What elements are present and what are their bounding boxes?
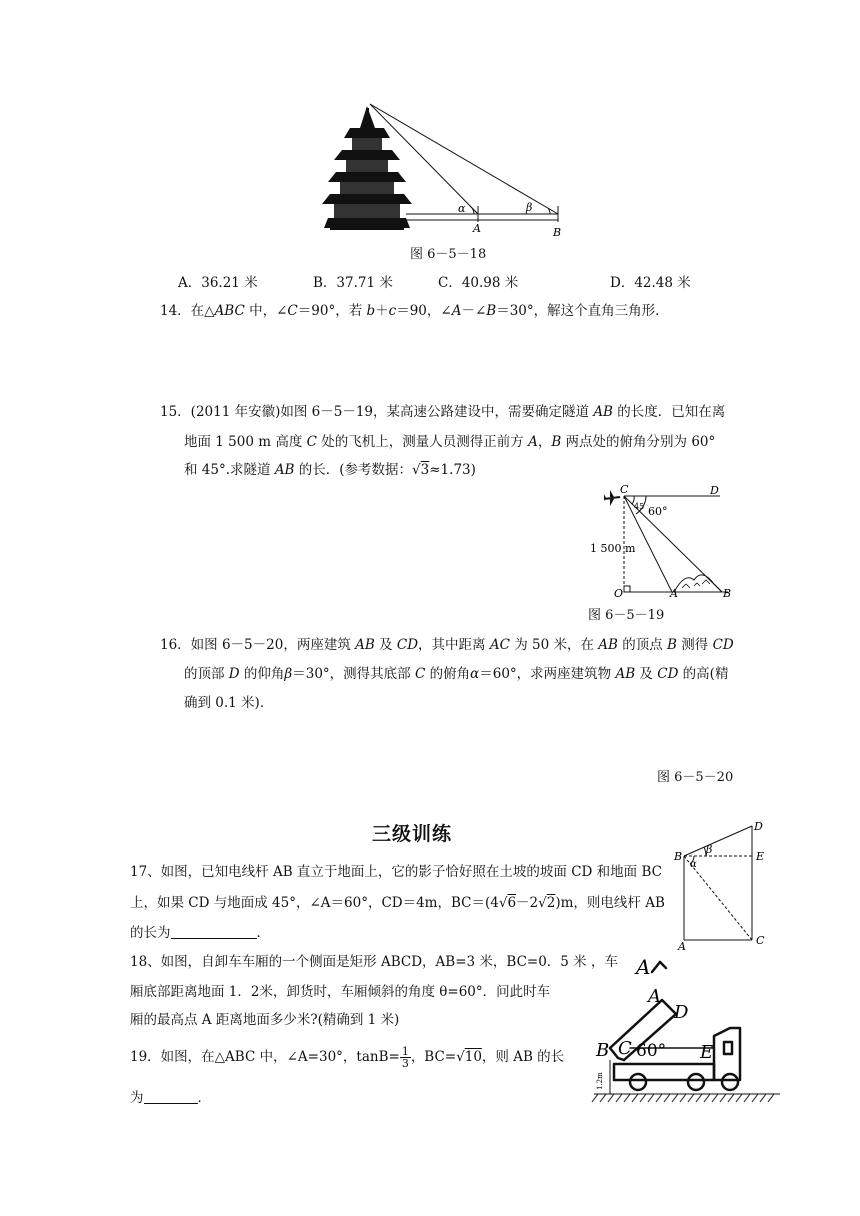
fig19-caption: 图 6－5－19 (588, 608, 665, 623)
section-title: 三级训练 (372, 823, 453, 845)
truck-label-A: A (648, 986, 661, 1007)
mountain-icon (674, 575, 722, 592)
q19-answer-blank[interactable] (144, 1089, 198, 1104)
figure-truck (590, 948, 785, 1116)
pagoda-image (322, 106, 412, 230)
fig18-label-B: B (553, 226, 562, 239)
q16-line-2: 的顶部 D 的仰角β＝30°，测得其底部 C 的俯角α＝60°，求两座建筑物 AB 及 CD 的高(精 (184, 666, 729, 682)
q17-line-1: 17、如图，已知电线杆 AB 直立于地面上，它的影子恰好照在土坡的坡面 CD 和地面 BC (130, 864, 662, 880)
fig18-label-alpha: α (458, 202, 466, 215)
q16-line-3: 确到 0.1 米)． (184, 695, 274, 711)
q13-option-b: B．37.71 米 (313, 275, 393, 291)
fig19-label-A: A (670, 587, 678, 600)
q15-line-1: 15．(2011 年安徽)如图 6－5－19，某高速公路建设中，需要确定隧道 AB 的长度．已知在离 (160, 404, 726, 420)
q18-line-2: 厢底部距离地面 1．2米，卸货时，车厢倾斜的角度 θ=60°．问此时车 (130, 984, 551, 1000)
fig20-label-alpha: α (690, 859, 697, 870)
q17-line-3: 的长为 ． (130, 925, 270, 941)
truck-label-B: B (596, 1040, 610, 1061)
fig20-caption: 图 6－5－20 (657, 770, 734, 785)
truck-label-60: 60° (636, 1041, 667, 1061)
q13-option-a: A．36.21 米 (178, 275, 258, 291)
fig20-label-B: B (674, 850, 683, 863)
truck-label-height: 1.2m (596, 1072, 604, 1090)
fig20-label-beta: β (706, 843, 713, 856)
q18-line-3: 厢的最高点 A 距离地面多少米?(精确到 1 米) (130, 1012, 400, 1028)
plane-icon (604, 490, 620, 506)
q14-text: 14．在△ABC 中，∠C＝90°，若 b＋c＝90，∠A－∠B＝30°，解这个直角三角形． (160, 303, 669, 319)
truck-label-E: E (700, 1042, 714, 1063)
truck-label-D: D (674, 1002, 689, 1023)
q17-line-2: 上，如果 CD 与地面成 45°，∠A＝60°，CD＝4m，BC＝(4√6－2√2)m，则电线杆 AB (130, 895, 665, 911)
figure-pagoda (320, 98, 570, 240)
fig19-label-60: 60° (648, 505, 668, 518)
q16-line-1: 16．如图 6－5－20，两座建筑 AB 及 CD，其中距离 AC 为 50 米，在 AB 的顶点 B 测得 CD (160, 637, 734, 653)
truck-label-C: C (618, 1038, 632, 1059)
q18-line-1: 18、如图，自卸车车厢的一个侧面是矩形 ABCD，AB=3 米，BC=0．5 米 ，车 (130, 954, 618, 970)
figure-tunnel (590, 484, 740, 604)
tanb-fraction: $\frac{1}{3}$ (401, 1045, 409, 1070)
fig18-label-A: A (473, 222, 481, 235)
fig19-label-O: O (614, 587, 624, 600)
fig19-label-45: 45 (634, 502, 645, 511)
fig18-caption: 图 6－5－18 (410, 247, 487, 262)
figure-buildings (666, 816, 776, 954)
q15-line-2: 地面 1 500 m 高度 C 处的飞机上，测量人员测得正前方 A，B 两点处的俯角分别为 60° (184, 434, 716, 450)
fig19-label-height: 1 500 m (590, 542, 636, 555)
fig19-label-B: B (723, 587, 732, 600)
q13-option-c: C．40.98 米 (438, 275, 519, 291)
fig19-label-C: C (620, 484, 629, 496)
fig19-label-D: D (710, 484, 719, 497)
fig20-label-C: C (756, 934, 765, 947)
fig20-label-A: A (678, 940, 686, 953)
truck-label-A-top: A (636, 955, 651, 979)
q19-line-1: 19．如图，在△ABC 中，∠A=30°，tanB= $\frac{1}{3}$ ，BC=√10，则 AB 的长 (130, 1045, 565, 1070)
fig18-label-beta: β (526, 201, 533, 214)
fig20-label-E: E (756, 850, 765, 863)
q17-answer-blank[interactable] (171, 924, 257, 939)
fig20-label-D: D (754, 820, 763, 833)
q13-option-d: D．42.48 米 (610, 275, 691, 291)
q15-line-3: 和 45°.求隧道 AB 的长．(参考数据：√3≈1.73) (184, 462, 476, 478)
q19-line-2: 为 ． (130, 1090, 211, 1106)
